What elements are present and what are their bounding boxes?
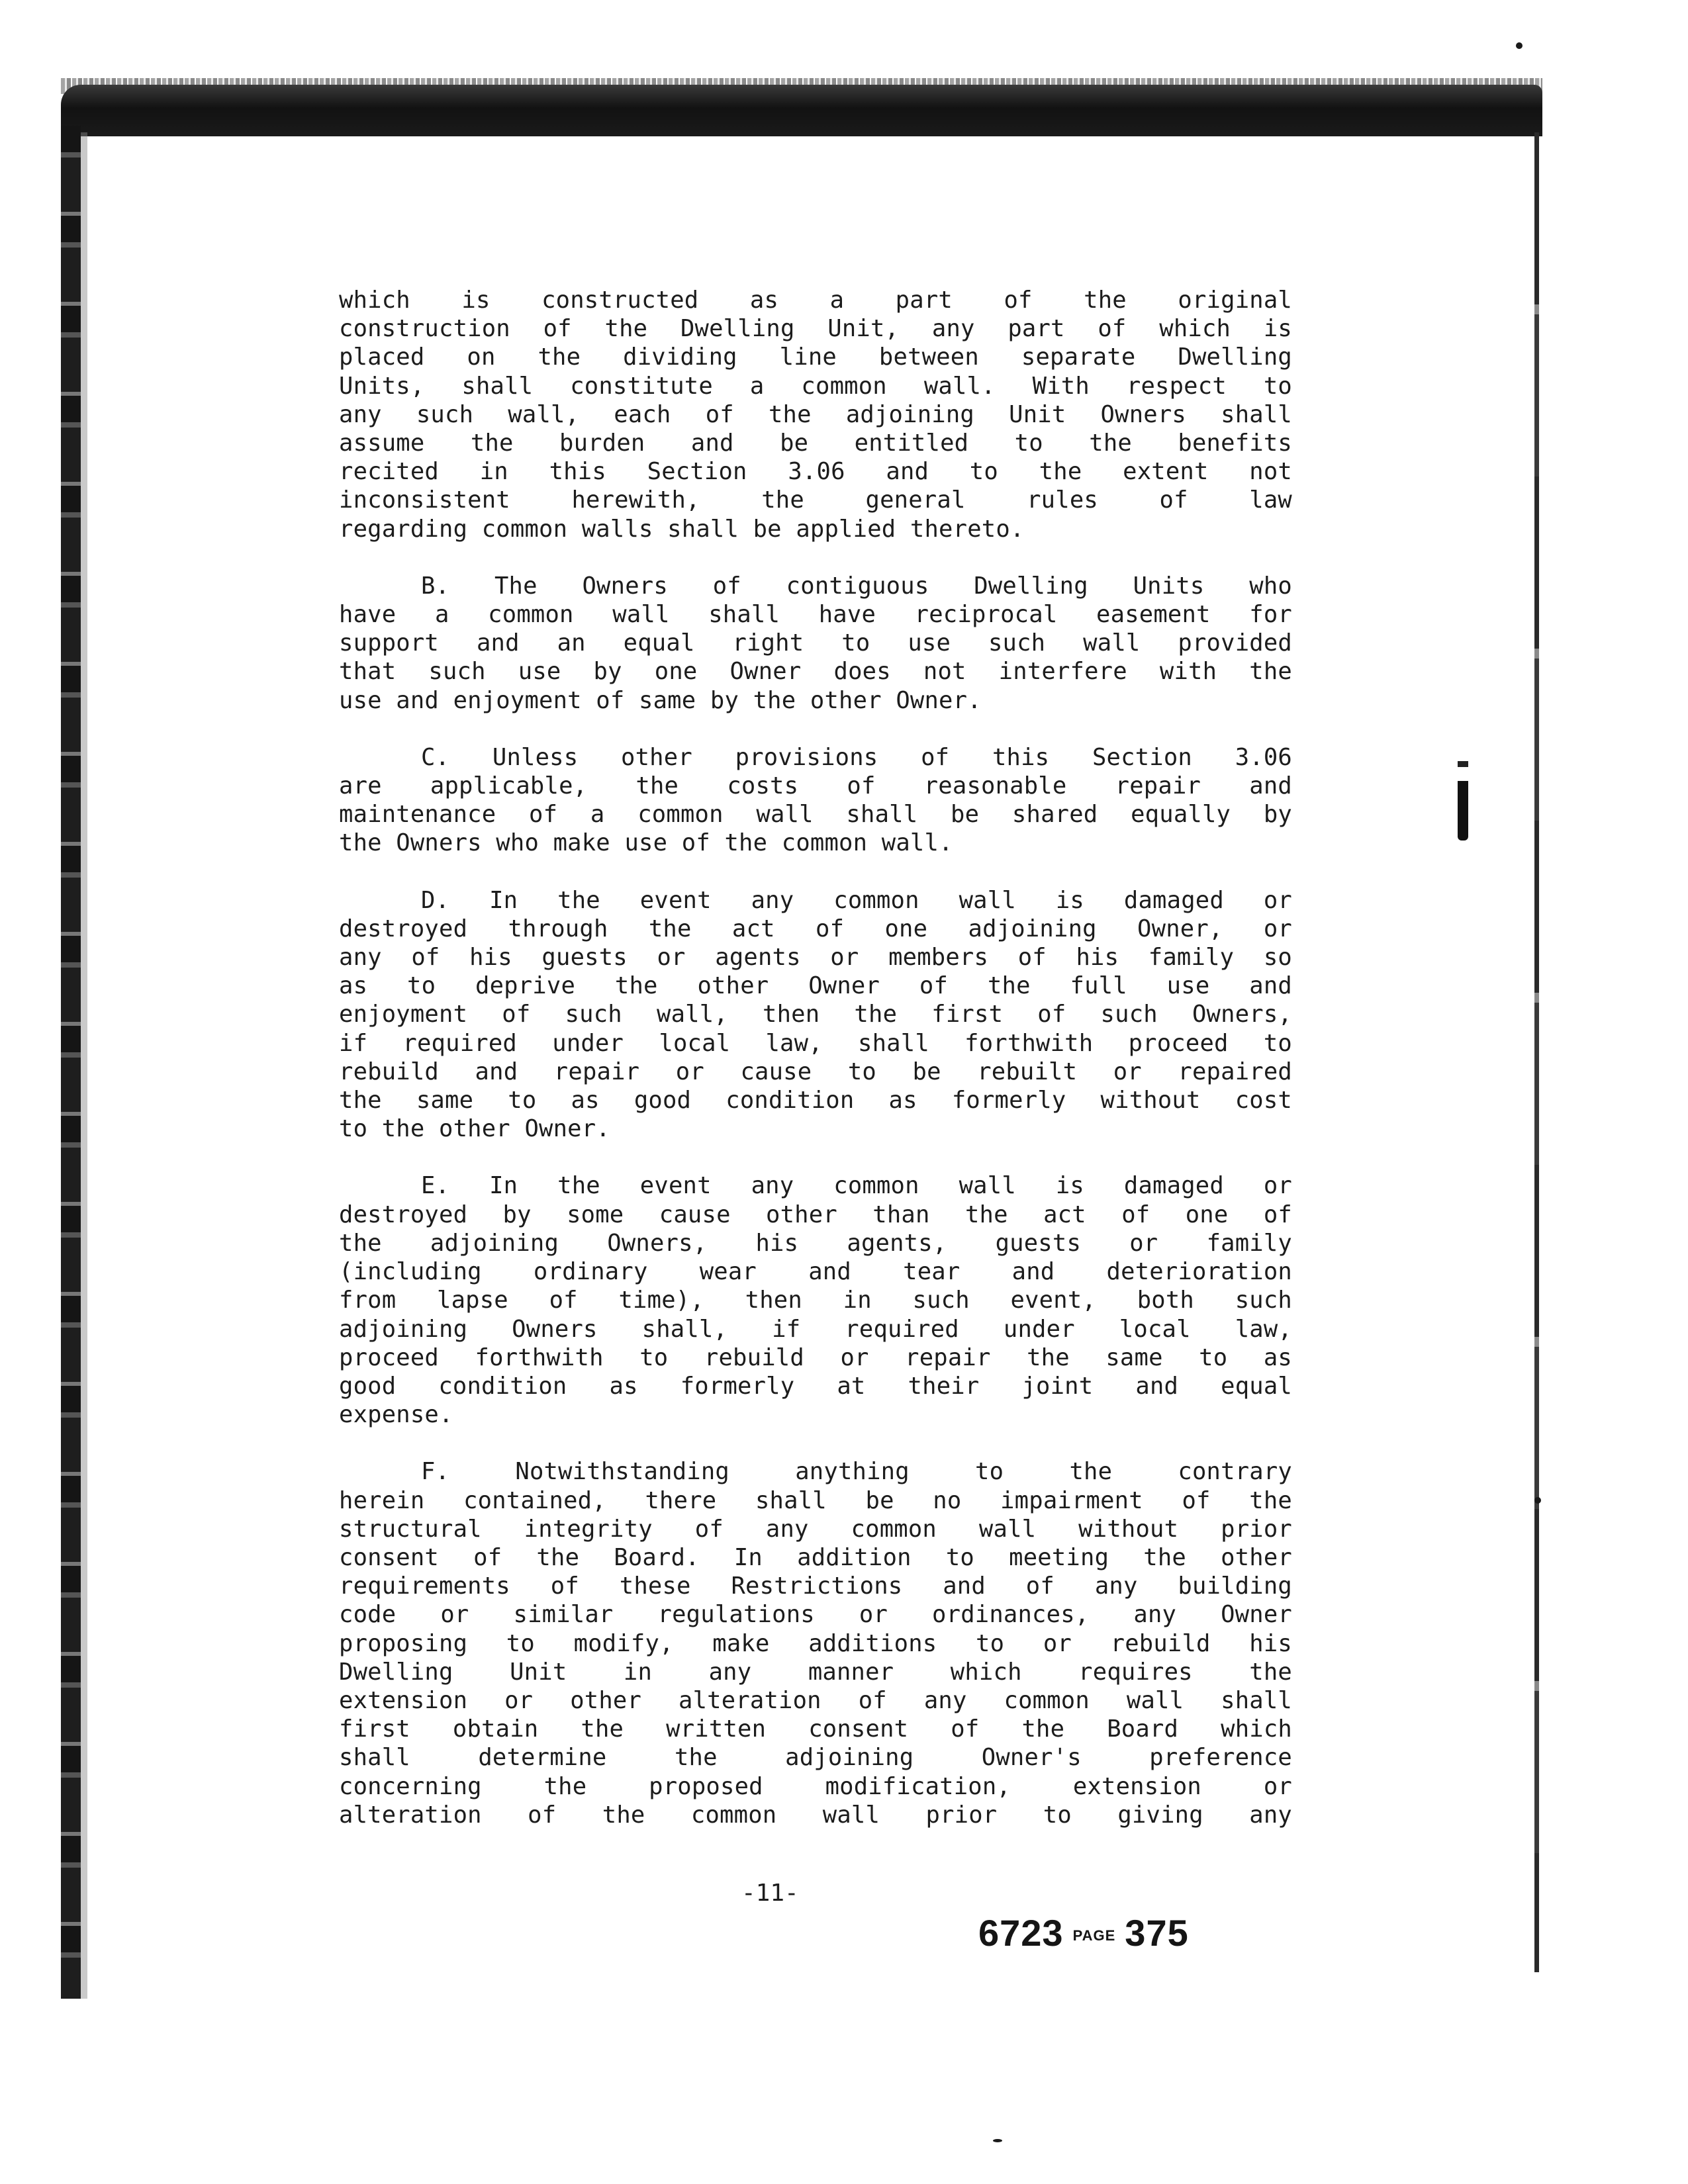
text-line: destroyed by some cause other than the act of one of	[339, 1201, 1292, 1228]
text-line: the adjoining Owners, his agents, guests or family	[339, 1229, 1292, 1257]
paragraph-b	[339, 572, 1292, 715]
text-line: any of his guests or agents or members of his family so	[339, 944, 1292, 972]
text-line: good condition as formerly at their joint and equal	[339, 1372, 1292, 1400]
text-line: code or similar regulations or ordinances, any Owner	[339, 1601, 1292, 1629]
text-line: the Owners who make use of the common wall.	[339, 829, 953, 857]
text-line: expense.	[339, 1401, 453, 1429]
text-line: regarding common walls shall be applied thereto.	[339, 515, 1025, 543]
text-line: to the other Owner.	[339, 1115, 610, 1143]
text-line: shall determine the adjoining Owner's preference	[339, 1744, 1292, 1772]
scan-top-border	[61, 85, 1542, 136]
text-line: have a common wall shall have reciprocal easement for	[339, 601, 1292, 629]
text-line: F. Notwithstanding anything to the contrary	[421, 1458, 1292, 1486]
document-body	[339, 286, 1292, 1858]
text-line: rebuild and repair or cause to be rebuilt or repaired	[339, 1058, 1292, 1085]
text-line: (including ordinary wear and tear and deterioration	[339, 1258, 1292, 1286]
paragraph-d	[339, 886, 1292, 1144]
text-line: any such wall, each of the adjoining Unit Owners shall	[339, 400, 1292, 428]
text-line: if required under local law, shall forthwith proceed to	[339, 1029, 1292, 1057]
text-line: consent of the Board. In addition to meeting the other	[339, 1543, 1292, 1571]
text-line: B. The Owners of contiguous Dwelling Units who	[421, 572, 1292, 600]
text-line: proposing to modify, make additions to or rebuild his	[339, 1629, 1292, 1657]
text-line: as to deprive the other Owner of the full use and	[339, 972, 1292, 1000]
book-page-number: 375	[1125, 1912, 1189, 1954]
text-line: D. In the event any common wall is damaged or	[421, 886, 1292, 914]
text-line: which is constructed as a part of the original	[339, 287, 1292, 314]
text-line: adjoining Owners shall, if required under local law,	[339, 1315, 1292, 1343]
text-line: recited in this Section 3.06 and to the extent not	[339, 458, 1292, 486]
scan-speck	[1516, 42, 1523, 49]
scan-speck	[1534, 1497, 1541, 1504]
paragraph-f	[339, 1457, 1292, 1829]
paragraph-c	[339, 743, 1292, 858]
text-line: Units, shall constitute a common wall. With respect to	[339, 372, 1292, 400]
text-line: maintenance of a common wall shall be shared equally by	[339, 801, 1292, 829]
text-line: Dwelling Unit in any manner which requires the	[339, 1658, 1292, 1686]
text-line: E. In the event any common wall is damaged or	[421, 1172, 1292, 1200]
text-line: destroyed through the act of one adjoining Owner, or	[339, 915, 1292, 942]
text-line: the same to as good condition as formerly without cost	[339, 1087, 1292, 1115]
paragraph-e	[339, 1171, 1292, 1429]
page-label: PAGE	[1072, 1927, 1116, 1944]
text-line: extension or other alteration of any common wall shall	[339, 1686, 1292, 1714]
text-line: are applicable, the costs of reasonable repair and	[339, 772, 1292, 800]
text-line: enjoyment of such wall, then the first of such Owners,	[339, 1001, 1292, 1028]
scan-speck	[993, 2139, 1002, 2142]
paragraph-continuation	[339, 286, 1292, 543]
scan-right-border	[1534, 132, 1539, 1972]
text-line: first obtain the written consent of the Board which	[339, 1715, 1292, 1743]
text-line: that such use by one Owner does not interfere with the	[339, 658, 1292, 686]
text-line: use and enjoyment of same by the other Owner.	[339, 686, 982, 714]
text-line: proceed forthwith to rebuild or repair the same to as	[339, 1343, 1292, 1371]
text-line: assume the burden and be entitled to the benefits	[339, 430, 1292, 457]
text-line: placed on the dividing line between separate Dwelling	[339, 343, 1292, 371]
scan-left-border	[61, 126, 81, 1999]
text-line: from lapse of time), then in such event, both such	[339, 1287, 1292, 1314]
page-number: -11-	[741, 1880, 799, 1907]
scan-margin-mark	[1458, 741, 1468, 841]
text-line: C. Unless other provisions of this Section 3.06	[421, 743, 1292, 771]
text-line: concerning the proposed modification, extension or	[339, 1772, 1292, 1800]
text-line: herein contained, there shall be no impairment of the	[339, 1486, 1292, 1514]
book-page-stamp	[978, 1911, 1189, 1954]
text-line: construction of the Dwelling Unit, any part of which is	[339, 315, 1292, 343]
text-line: support and an equal right to use such wall provided	[339, 629, 1292, 657]
text-line: inconsistent herewith, the general rules of law	[339, 486, 1292, 514]
book-number: 6723	[978, 1912, 1064, 1954]
scan-left-shadow	[81, 132, 87, 1999]
text-line: requirements of these Restrictions and of any building	[339, 1572, 1292, 1600]
text-line: structural integrity of any common wall without prior	[339, 1515, 1292, 1543]
text-line: alteration of the common wall prior to giving any	[339, 1801, 1292, 1829]
